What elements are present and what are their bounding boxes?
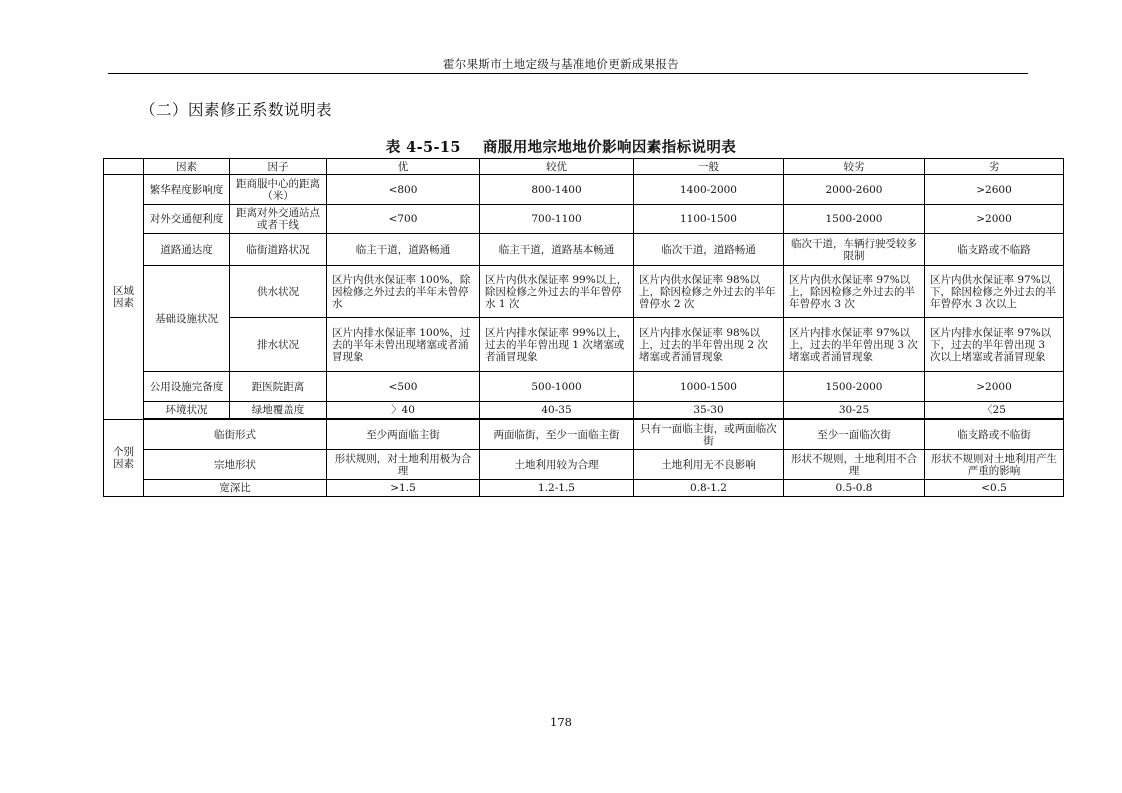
value-cell: 土地利用无不良影响: [634, 450, 784, 480]
table-row-road: [104, 234, 1064, 266]
table-caption: [0, 136, 1122, 157]
value-cell: 区片内排水保证率 97%以上，过去的半年曾出现 3 次堵塞或者涌冒现象: [784, 318, 925, 372]
subfactor-cell: 距离对外交通站点或者干线: [230, 205, 327, 234]
subfactor-cell: 绿地覆盖度: [230, 402, 327, 419]
table-row-water-supply: [104, 266, 1064, 318]
value-cell: 1500-2000: [784, 372, 925, 402]
header-subfactor: 因子: [230, 159, 327, 175]
value-cell: 700-1100: [480, 205, 634, 234]
value-cell: >2000: [925, 372, 1064, 402]
value-cell: 临支路或不临街: [925, 420, 1064, 450]
value-cell: 区片内供水保证率 99%以上，除因检修之外过去的半年曾停水 1 次: [480, 266, 634, 318]
value-cell: 30-25: [784, 402, 925, 419]
table-row-drainage: [104, 318, 1064, 372]
value-cell: 临主干道，道路基本畅通: [480, 234, 634, 266]
value-cell: 1100-1500: [634, 205, 784, 234]
value-cell: 至少两面临主街: [327, 420, 480, 450]
value-cell: 区片内供水保证率 100%，除因检修之外过去的半年未曾停水: [327, 266, 480, 318]
page-header: 霍尔果斯市土地定级与基准地价更新成果报告: [443, 57, 679, 71]
value-cell: 1500-2000: [784, 205, 925, 234]
section-title: （二）因素修正系数说明表: [140, 101, 333, 119]
value-cell: 40-35: [480, 402, 634, 419]
value-cell: 〉40: [327, 402, 480, 419]
table-row-public-facilities: [104, 372, 1064, 402]
value-cell: 区片内排水保证率 100%，过去的半年未曾出现堵塞或者涌冒现象: [327, 318, 480, 372]
value-cell: 临主干道，道路畅通: [327, 234, 480, 266]
value-cell: 区片内排水保证率 99%以上，过去的半年曾出现 1 次堵塞或者涌冒现象: [480, 318, 634, 372]
value-cell: <700: [327, 205, 480, 234]
table-row-environment: [104, 402, 1064, 419]
header-level: 优: [327, 159, 480, 175]
factor-cell: 临街形式: [144, 420, 327, 450]
table-row-width-depth: [104, 480, 1064, 497]
table-row-prosperity: [104, 175, 1064, 205]
subfactor-cell: 临街道路状况: [230, 234, 327, 266]
header-level: 劣: [925, 159, 1064, 175]
value-cell: >2000: [925, 205, 1064, 234]
subfactor-cell: 距商服中心的距离（米）: [230, 175, 327, 205]
table-row-traffic: [104, 205, 1064, 234]
table-row-shape: [104, 450, 1064, 480]
header-level: 较劣: [784, 159, 925, 175]
header-factor: 因素: [144, 159, 230, 175]
subfactor-cell: 距医院距离: [230, 372, 327, 402]
value-cell: 至少一面临次街: [784, 420, 925, 450]
factor-cell: 繁华程度影响度: [144, 175, 230, 205]
group-regional-factors: 区域因素: [104, 175, 144, 420]
header-level: 较优: [480, 159, 634, 175]
value-cell: 〈25: [925, 402, 1064, 419]
value-cell: 0.5-0.8: [784, 480, 925, 497]
value-cell: 临支路或不临路: [925, 234, 1064, 266]
factor-table: [103, 158, 1064, 497]
subfactor-cell: 排水状况: [230, 318, 327, 372]
factor-cell: 公用设施完备度: [144, 372, 230, 402]
header-empty-cell: [104, 159, 144, 175]
header-rule: [108, 73, 1028, 74]
value-cell: 形状不规则对土地利用产生严重的影响: [925, 450, 1064, 480]
value-cell: 形状不规则，土地利用不合理: [784, 450, 925, 480]
value-cell: 500-1000: [480, 372, 634, 402]
factor-cell: 宽深比: [144, 480, 327, 497]
value-cell: 两面临街，至少一面临主街: [480, 420, 634, 450]
value-cell: 35-30: [634, 402, 784, 419]
value-cell: 1400-2000: [634, 175, 784, 205]
value-cell: 只有一面临主街，或两面临次街: [634, 420, 784, 450]
factor-cell: 对外交通便利度: [144, 205, 230, 234]
value-cell: 0.8-1.2: [634, 480, 784, 497]
page-number: 178: [550, 715, 572, 729]
value-cell: 800-1400: [480, 175, 634, 205]
value-cell: 形状规则，对土地利用极为合理: [327, 450, 480, 480]
header-level: 一般: [634, 159, 784, 175]
value-cell: 临次干道，道路畅通: [634, 234, 784, 266]
factor-cell: 宗地形状: [144, 450, 327, 480]
value-cell: 土地利用较为合理: [480, 450, 634, 480]
value-cell: 区片内排水保证率 98%以上，过去的半年曾出现 2 次堵塞或者涌冒现象: [634, 318, 784, 372]
value-cell: 2000-2600: [784, 175, 925, 205]
value-cell: <0.5: [925, 480, 1064, 497]
value-cell: 区片内排水保证率 97%以下，过去的半年曾出现 3 次以上堵塞或者涌冒现象: [925, 318, 1064, 372]
value-cell: >1.5: [327, 480, 480, 497]
group-individual-factors: 个别因素: [104, 420, 144, 497]
value-cell: <500: [327, 372, 480, 402]
value-cell: >2600: [925, 175, 1064, 205]
subfactor-cell: 供水状况: [230, 266, 327, 318]
table-number: 表 4-5-15: [385, 139, 461, 156]
factor-cell: 基础设施状况: [144, 266, 230, 372]
value-cell: 临次干道，车辆行驶受较多限制: [784, 234, 925, 266]
table-title: 商服用地宗地地价影响因素指标说明表: [482, 139, 737, 156]
value-cell: 区片内供水保证率 98%以上，除因检修之外过去的半年曾停水 2 次: [634, 266, 784, 318]
value-cell: 区片内供水保证率 97%以下，除因检修之外过去的半年曾停水 3 次以上: [925, 266, 1064, 318]
table-header-row: [104, 159, 1064, 175]
value-cell: 1000-1500: [634, 372, 784, 402]
table-row-frontage: [104, 420, 1064, 450]
value-cell: 区片内供水保证率 97%以上，除因检修之外过去的半年曾停水 3 次: [784, 266, 925, 318]
factor-cell: 道路通达度: [144, 234, 230, 266]
value-cell: <800: [327, 175, 480, 205]
factor-cell: 环境状况: [144, 402, 230, 419]
value-cell: 1.2-1.5: [480, 480, 634, 497]
